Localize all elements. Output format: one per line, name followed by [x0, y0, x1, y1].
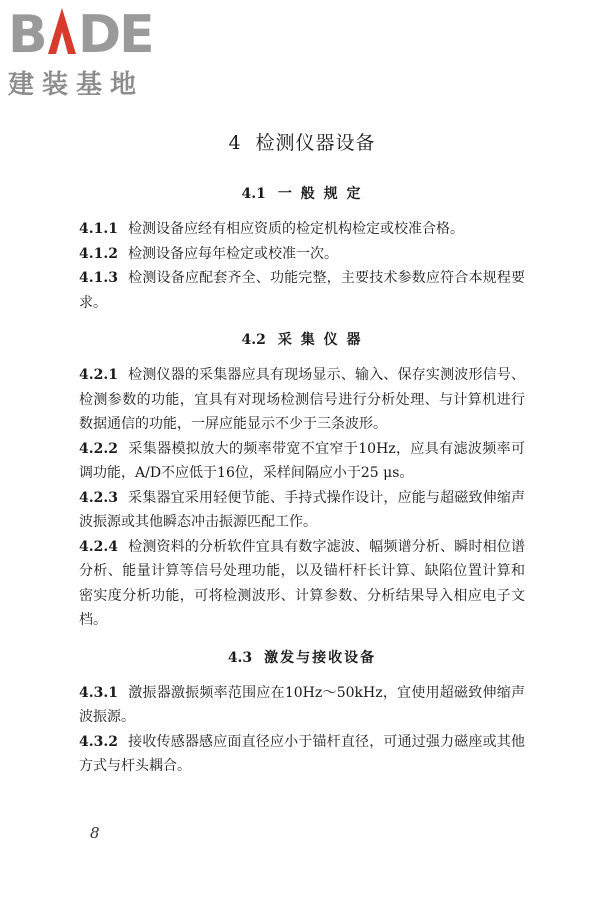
- clause-4-3-1: [79, 681, 525, 730]
- brand-letters-b: B: [8, 5, 46, 64]
- clause-text: 接收传感器感应面直径应小于锚杆直径，可通过强力磁座或其他方式与杆头耦合。: [79, 733, 525, 774]
- bade-logo: [8, 4, 178, 100]
- brand-letters-de: DE: [78, 5, 153, 64]
- clause-number: 4.2.3: [79, 489, 118, 506]
- section-title: 一 般 规 定: [277, 186, 363, 202]
- clause-number: 4.2.4: [79, 538, 118, 555]
- section-title: 采 集 仪 器: [277, 332, 363, 348]
- clause-number: 4.3.1: [79, 684, 118, 701]
- clause-4-1-2: [79, 242, 525, 267]
- clause-4-2-1: [79, 363, 525, 437]
- clause-4-1-1: [79, 217, 525, 242]
- clause-4-2-2: [79, 437, 525, 486]
- clause-number: 4.1.2: [79, 245, 118, 262]
- clause-4-2-4: [79, 535, 525, 633]
- section-heading-4-1: [79, 183, 525, 203]
- chapter-heading: [79, 128, 525, 155]
- clause-number: 4.1.1: [79, 221, 118, 237]
- clause-number: 4.3.2: [79, 733, 118, 750]
- brand-letter-a-icon: [48, 8, 76, 54]
- logo-subtitle: 建装基地: [8, 70, 145, 100]
- clause-text: 检测设备应配套齐全、功能完整，主要技术参数应符合本规程要求。: [79, 270, 525, 311]
- section-number: 4.2: [241, 332, 266, 348]
- clause-4-3-2: [79, 730, 525, 779]
- bade-wordmark: [8, 4, 178, 64]
- section-number: 4.3: [227, 649, 253, 666]
- chapter-number: 4: [228, 132, 242, 154]
- clause-text: 采集器模拟放大的频率带宽不宜窄于10Hz，应具有滤波频率可调功能，A/D不应低于16位，采样间隔应小于25 μs。: [79, 440, 525, 481]
- clause-text: 检测仪器的采集器应具有现场显示、输入、保存实测波形信号、检测参数的功能，宜具有对现场检测信号进行分析处理、与计算机进行数据通信的功能，一屏应能显示不少于三条波形。: [79, 367, 525, 432]
- clause-text: 检测设备应经有相应资质的检定机构检定或校准合格。: [127, 221, 464, 237]
- chapter-title: 检测仪器设备: [255, 132, 376, 154]
- section-title: 激发与接收设备: [264, 649, 377, 666]
- section-heading-4-2: [79, 329, 525, 349]
- clause-number: 4.2.2: [79, 440, 118, 457]
- clause-text: 检测资料的分析软件宜具有数字滤波、幅频谱分析、瞬时相位谱分析、能量计算等信号处理功能，以及锚杆杆长计算、缺陷位置计算和密实度分析功能，可将检测波形、计算参数、分析结果导入相应电子文档。: [79, 538, 525, 628]
- clause-number: 4.1.3: [79, 270, 118, 286]
- section-number: 4.1: [241, 186, 266, 202]
- section-heading-4-3: [79, 647, 525, 667]
- clause-number: 4.2.1: [79, 367, 118, 383]
- clause-4-1-3: [79, 266, 525, 315]
- clause-text: 检测设备应每年检定或校准一次。: [127, 245, 338, 262]
- page-number: 8: [90, 824, 100, 842]
- clause-text: 采集器宜采用轻便节能、手持式操作设计，应能与超磁致伸缩声波振源或其他瞬态冲击振源匹配工作。: [79, 489, 525, 530]
- document-page: [79, 128, 525, 779]
- clause-4-2-3: [79, 486, 525, 535]
- clause-text: 激振器激振频率范围应在10Hz～50kHz，宜使用超磁致伸缩声波振源。: [79, 684, 525, 725]
